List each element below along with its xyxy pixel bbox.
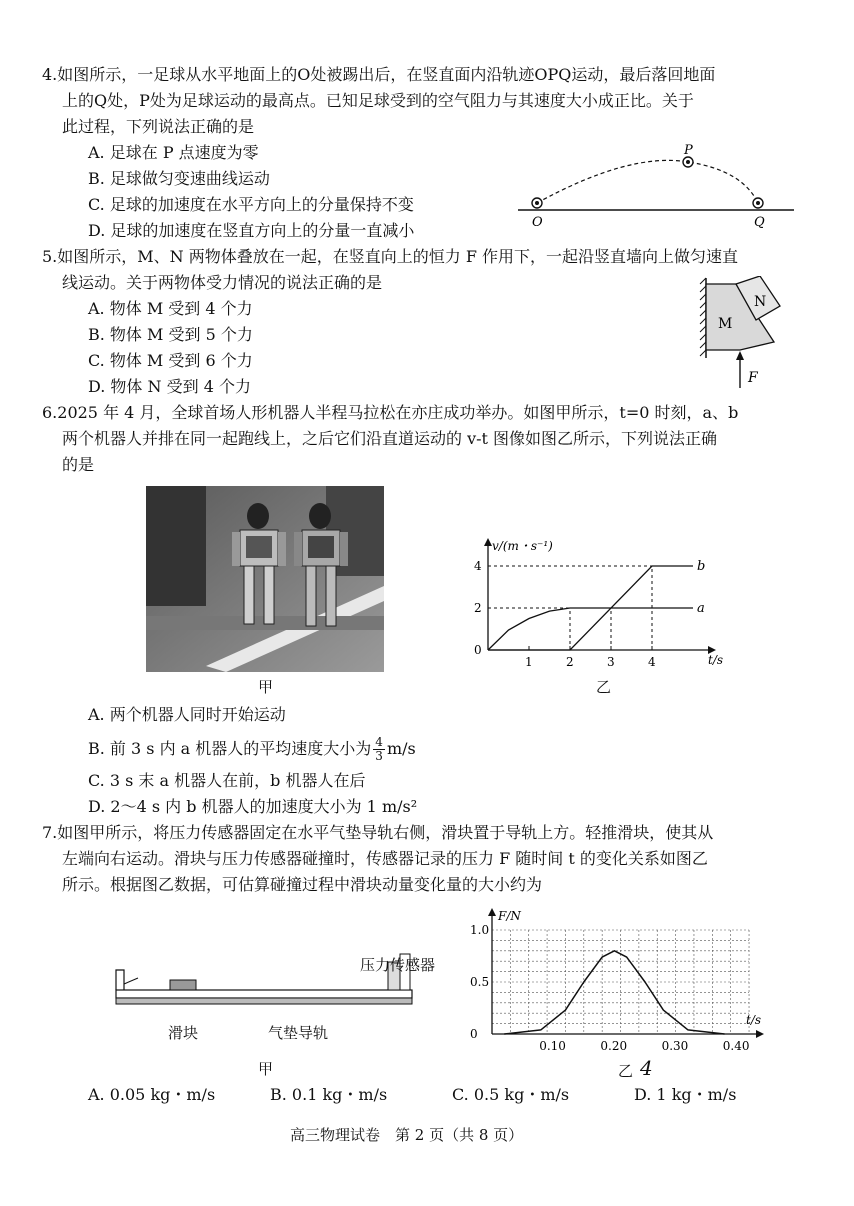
- y-tick-label-4: 4: [474, 559, 482, 573]
- q4-option-c: C. 足球的加速度在水平方向上的分量保持不变: [88, 195, 414, 214]
- x-axis-label: t/s: [746, 1013, 762, 1027]
- q6-stem-line3: 的是: [62, 455, 95, 474]
- air-track-rail: [116, 990, 412, 998]
- q6-option-a: A. 两个机器人同时开始运动: [88, 705, 286, 724]
- q4-stem-line1: 4.如图所示，一足球从水平地面上的O处被踢出后，在竖直面内沿轨迹OPQ运动，最后落回地面: [42, 65, 716, 84]
- series-a-label: a: [697, 601, 705, 616]
- trajectory-dashed-path: [537, 160, 758, 203]
- y-tick-label-0: 0: [470, 1027, 478, 1041]
- q5-stem-line1: 5.如图所示，M、N 两物体叠放在一起，在竖直向上的恒力 F 作用下，一起沿竖直墙向上做匀速直: [42, 247, 739, 266]
- y-tick-label-0: 0: [474, 643, 482, 657]
- q5-wall-blocks-figure: [696, 276, 796, 392]
- q7-option-d: D. 1 kg・m/s: [634, 1085, 737, 1104]
- q6-option-d: D. 2～4 s 内 b 机器人的加速度大小为 1 m/s²: [88, 797, 418, 816]
- q4-option-b: B. 足球做匀变速曲线运动: [88, 169, 270, 188]
- q6-option-b-text: B. 前 3 s 内 a 机器人的平均速度大小为: [88, 739, 372, 758]
- q4-stem-line2: 上的Q处，P处为足球运动的最高点。已知足球受到的空气阻力与其速度大小成正比。关于: [62, 91, 694, 110]
- q5-option-b: B. 物体 M 受到 5 个力: [88, 325, 253, 344]
- x-tick-label-1: 1: [525, 655, 533, 669]
- handwritten-mark: 4: [640, 1056, 653, 1080]
- q5-option-c: C. 物体 M 受到 6 个力: [88, 351, 253, 370]
- label-F: F: [748, 370, 758, 386]
- label-M: M: [718, 316, 733, 332]
- x-tick-label-0.20: 0.20: [600, 1039, 628, 1053]
- x-tick-label-0.10: 0.10: [539, 1039, 566, 1053]
- page-footer: 高三物理试卷 第 2 页（共 8 页）: [290, 1126, 524, 1144]
- series-b-label: b: [697, 559, 706, 574]
- x-tick-label-3: 3: [607, 655, 615, 669]
- q5-stem-line2: 线运动。关于两物体受力情况的说法正确的是: [62, 273, 383, 292]
- q4-option-a: A. 足球在 P 点速度为零: [88, 143, 259, 162]
- q4-stem-line3: 此过程，下列说法正确的是: [62, 117, 255, 136]
- y-tick-label-1.0: 1.0: [470, 923, 490, 937]
- label-Q: Q: [754, 215, 765, 230]
- x-tick-label-2: 2: [566, 655, 574, 669]
- y-axis-label: v/(m・s⁻¹): [492, 539, 553, 553]
- q7-option-c: C. 0.5 kg・m/s: [452, 1085, 570, 1104]
- y-axis-arrow: [484, 538, 492, 546]
- q6-fig-a-caption: 甲: [258, 678, 274, 696]
- q7-fig-b-caption: 乙: [618, 1062, 634, 1080]
- y-tick-label-0.5: 0.5: [470, 975, 490, 989]
- q6-fig-b-caption: 乙: [596, 678, 612, 696]
- fraction-numerator: 4: [375, 735, 383, 749]
- y-axis-arrow: [488, 908, 496, 916]
- q5-option-d: D. 物体 N 受到 4 个力: [88, 377, 251, 396]
- x-tick-label-0.30: 0.30: [661, 1039, 689, 1053]
- q6-option-c: C. 3 s 末 a 机器人在前，b 机器人在后: [88, 771, 366, 790]
- q7-label-rail: 气垫导轨: [268, 1024, 329, 1042]
- q7-option-b: B. 0.1 kg・m/s: [270, 1085, 388, 1104]
- label-O: O: [532, 215, 543, 230]
- q7-stem-line3: 所示。根据图乙数据，可估算碰撞过程中滑块动量变化量的大小约为: [62, 875, 543, 894]
- slider-block: [170, 980, 196, 990]
- q6-vt-chart: [470, 530, 730, 670]
- x-tick-label-4: 4: [648, 655, 656, 669]
- left-stop: [116, 970, 124, 990]
- q7-label-sensor: 压力传感器: [360, 956, 436, 974]
- q7-fig-a-caption: 甲: [258, 1060, 274, 1078]
- y-tick-label-2: 2: [474, 601, 482, 615]
- q7-label-slider: 滑块: [168, 1024, 199, 1042]
- q6-robot-photo: [146, 486, 384, 672]
- q6-stem-line2: 两个机器人并排在同一起跑线上，之后它们沿直道运动的 v-t 图像如图乙所示，下列说法正确: [62, 429, 718, 448]
- q6-option-b-unit: m/s: [386, 739, 416, 758]
- q7-stem-line1: 7.如图甲所示，将压力传感器固定在水平气垫导轨右侧，滑块置于导轨上方。轻推滑块，使其从: [42, 823, 714, 842]
- x-axis-arrow: [756, 1030, 764, 1038]
- q4-trajectory-figure: [510, 140, 810, 230]
- label-N: N: [754, 294, 767, 310]
- q7-stem-line2: 左端向右运动。滑块与压力传感器碰撞时，传感器记录的压力 F 随时间 t 的变化关系如图乙: [62, 849, 708, 868]
- q6-stem-line1: 6.2025 年 4 月，全球首场人形机器人半程马拉松在亦庄成功举办。如图甲所示，t=0 时刻，a、b: [42, 403, 739, 422]
- label-P: P: [684, 143, 693, 158]
- q7-ft-chart: [462, 908, 772, 1054]
- y-axis-label: F/N: [498, 909, 521, 923]
- x-axis-label: t/s: [708, 653, 724, 667]
- q6-option-b-fraction: [373, 736, 385, 763]
- x-tick-label-0.40: 0.40: [722, 1039, 750, 1053]
- q6-option-b: [88, 734, 416, 764]
- q5-option-a: A. 物体 M 受到 4 个力: [88, 299, 253, 318]
- q7-option-a: A. 0.05 kg・m/s: [88, 1085, 216, 1104]
- q4-option-d: D. 足球的加速度在竖直方向上的分量一直减小: [88, 221, 415, 240]
- fraction-denominator: 3: [375, 749, 383, 763]
